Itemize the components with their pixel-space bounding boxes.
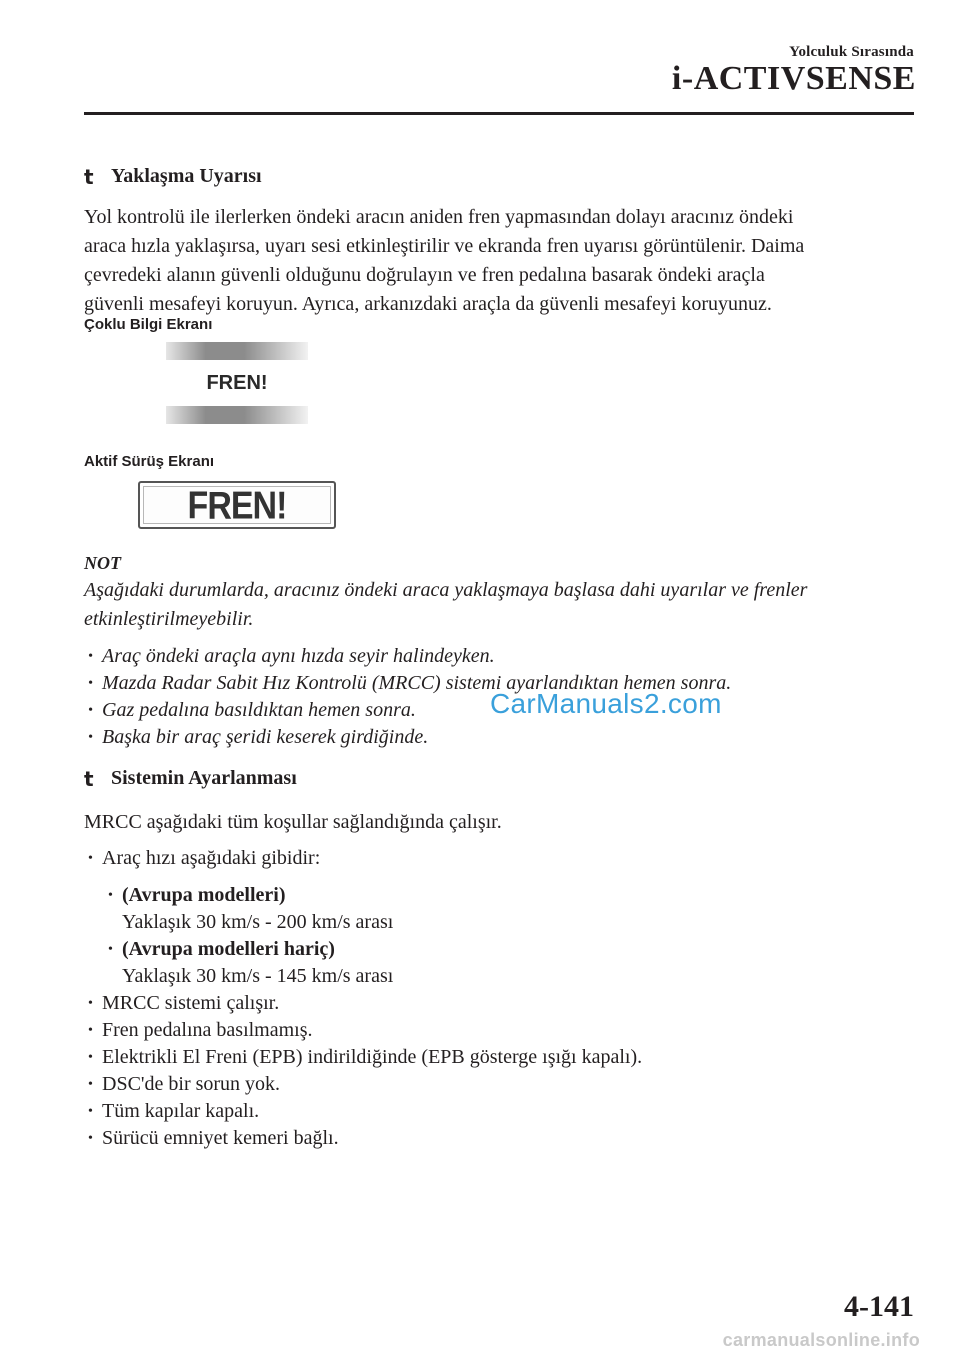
non-europe-speed-range: Yaklaşık 30 km/s - 145 km/s arası [122,965,394,987]
footer-watermark: carmanualsonline.info [722,1330,920,1350]
bullet-icon: • [88,1023,93,1038]
multi-info-display-image [166,342,308,432]
note-title: NOT [84,553,121,573]
paragraph-line: güvenli mesafeyi koruyun. Ayrıca, arkanızdaki araçla da güvenli mesafeyi koruyunuz. [84,293,772,315]
list-item-europe [108,882,393,935]
section-marker-icon: t [84,165,94,189]
bullet-icon: • [88,1077,93,1092]
watermark-carmanuals2: CarManuals2.com [490,688,722,719]
bullet-icon: • [88,649,93,664]
list-item: • Mazda Radar Sabit Hız Kontrolü (MRCC) sistemi ayarlandıktan hemen sonra. [88,670,731,697]
list-item: • Sürücü emniyet kemeri bağlı. [88,1125,642,1152]
active-driving-display-image [138,481,336,529]
list-item: • Fren pedalına basılmamış. [88,1017,642,1044]
chapter-title: i-ACTIVSENSE [671,60,916,97]
bullet-icon: • [88,1131,93,1146]
bullet-icon: • [88,730,93,745]
section-title-system-setting: Sistemin Ayarlanması [111,767,297,789]
page-number: 4-141 [844,1290,914,1323]
adp-caption: Aktif Sürüş Ekranı [84,453,215,470]
paragraph-line: Yol kontrolü ile ilerlerken öndeki aracın aniden fren yapmasından dolayı aracınız öndeki [84,206,794,228]
display-bar-top [166,342,308,360]
section2-intro: MRCC aşağıdaki tüm koşullar sağlandığında çalışır. [84,811,502,833]
mid-display-text: FREN! [206,372,268,394]
list-item: • MRCC sistemi çalışır. [88,990,642,1017]
europe-speed-range: Yaklaşık 30 km/s - 200 km/s arası [122,911,394,933]
section1-paragraph [84,203,804,319]
header-rule [84,112,914,115]
note-line: etkinleştirilmeyebilir. [84,608,254,630]
list-item: • Araç öndeki araçla aynı hızda seyir halindeyken. [88,643,731,670]
bullet-icon: • [88,1050,93,1065]
note-line: Aşağıdaki durumlarda, aracınız öndeki araca yaklaşmaya başlasa dahi uyarılar ve frenler [84,579,808,601]
list-item: • Başka bir araç şeridi keserek girdiğinde. [88,724,731,751]
europe-label: (Avrupa modelleri) [122,884,286,906]
list-item: • Tüm kapılar kapalı. [88,1098,642,1125]
bullet-icon: • [88,703,93,718]
adp-display-text: FREN! [187,484,287,528]
note-text [84,576,807,634]
paragraph-line: araca hızla yaklaşırsa, uyarı sesi etkinleştirilir ve ekranda fren uyarısı görüntülenir. Daima [84,235,805,257]
non-europe-label: (Avrupa modelleri hariç) [122,938,335,960]
mid-caption: Çoklu Bilgi Ekranı [84,316,213,333]
bullet-icon: • [88,1104,93,1119]
list-item: • Gaz pedalına basıldıktan hemen sonra. [88,697,731,724]
bullet-icon: • [88,851,93,866]
section-title-approach-warning: Yaklaşma Uyarısı [111,165,262,187]
list-item: • Elektrikli El Freni (EPB) indirildiğinde (EPB gösterge ışığı kapalı). [88,1044,642,1071]
bullet-icon: • [108,888,113,903]
display-bar-bottom [166,406,308,424]
bullet-icon: • [88,996,93,1011]
chapter-subtitle: Yolculuk Sırasında [789,44,914,60]
list-item-non-europe [108,936,393,989]
condition-list [88,990,642,1152]
paragraph-line: çevredeki alanın güvenli olduğunu doğrulayın ve fren pedalına basarak öndeki araçla [84,264,765,286]
list-item-speed: • Araç hızı aşağıdaki gibidir: [88,845,320,872]
section-marker-icon: t [84,767,94,791]
bullet-icon: • [108,942,113,957]
list-item: • DSC'de bir sorun yok. [88,1071,642,1098]
bullet-icon: • [88,676,93,691]
